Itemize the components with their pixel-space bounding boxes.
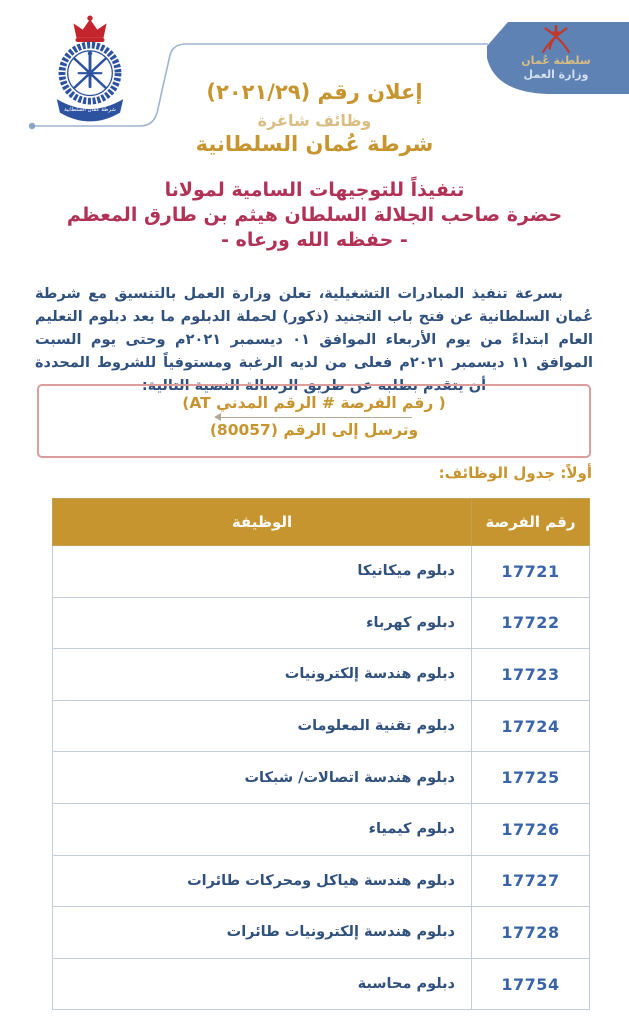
royal-heading-line2: حضرة صاحب الجلالة السلطان هيثم بن طارق المعظم: [66, 204, 563, 226]
opportunity-number: 17725: [472, 752, 590, 804]
jobs-table-header-row: [53, 499, 590, 546]
vacancies-subtitle: وظائف شاغرة: [257, 111, 372, 130]
opportunity-number: 17754: [472, 958, 590, 1010]
jobs-table: [52, 498, 590, 1010]
job-row: [53, 700, 590, 752]
rop-ribbon-text: شرطة عمان السلطانية: [64, 107, 116, 114]
opportunity-number: 17722: [472, 597, 590, 649]
job-title: دبلوم هندسة هياكل ومحركات طائرات: [53, 855, 472, 907]
job-title: دبلوم كيمياء: [53, 803, 472, 855]
sms-divider-arrow: [217, 417, 412, 418]
column-header-opportunity-number: رقم الفرصة: [472, 499, 590, 546]
job-title: دبلوم محاسبة: [53, 958, 472, 1010]
announcement-number: إعلان رقم (٢٠٢١/٢٩): [206, 80, 423, 104]
sms-format-line: ( رقم الفرصة # الرقم المدني AT): [182, 394, 446, 412]
job-row: [53, 752, 590, 804]
jobs-table-label: أولاً: جدول الوظائف:: [438, 464, 592, 482]
opportunity-number: 17723: [472, 649, 590, 701]
royal-directives-heading: [0, 178, 629, 253]
banner-ministry-text: وزارة العمل: [523, 68, 589, 81]
opportunity-number: 17726: [472, 803, 590, 855]
job-title: دبلوم هندسة اتصالات/ شبكات: [53, 752, 472, 804]
opportunity-number: 17724: [472, 700, 590, 752]
royal-heading-line3: - حفظه الله ورعاه -: [221, 229, 408, 251]
job-row: [53, 855, 590, 907]
organization-name: شرطة عُمان السلطانية: [195, 132, 434, 156]
job-title: دبلوم هندسة إلكترونيات: [53, 649, 472, 701]
title-block: [0, 80, 629, 157]
royal-heading-line1: تنفيذاً للتوجيهات السامية لمولانا: [164, 179, 465, 201]
sms-number-line: وترسل إلى الرقم (80057): [209, 421, 419, 439]
opportunity-number: 17728: [472, 907, 590, 959]
opportunity-number: 17727: [472, 855, 590, 907]
announcement-body: بسرعة تنفيذ المبادرات التشغيلية، تعلن وزارة العمل بالتنسيق مع شرطة عُمان السلطانية عن فتح باب التجنيد (ذكور) لحملة الدبلوم ما بعد دبلوم التعليم العام ابتداءً من يوم الأربعاء الموافق ٠١ ديسمبر ٢٠٢١م وحتى يوم السبت الموافق ١١ ديسمبر ٢٠٢١م فعلى من لديه الرغبة ومستوفياً للشروط المحددة أن يتقدم بطلبه عن طريق الرسالة النصية التالية:: [35, 286, 594, 394]
job-title: دبلوم كهرباء: [53, 597, 472, 649]
banner-sultanate-text: سلطنة عُمان: [521, 54, 591, 67]
oman-national-emblem-icon: [540, 24, 572, 54]
opportunity-number: 17721: [472, 546, 590, 598]
job-title: دبلوم تقنية المعلومات: [53, 700, 472, 752]
job-row: [53, 907, 590, 959]
job-row: [53, 958, 590, 1010]
left-arrow-icon: [214, 413, 221, 421]
job-row: [53, 803, 590, 855]
sms-instruction-box: [37, 384, 591, 458]
rop-crown-icon: [73, 15, 106, 42]
job-row: [53, 597, 590, 649]
job-row: [53, 649, 590, 701]
job-title: دبلوم ميكانيكا: [53, 546, 472, 598]
job-title: دبلوم هندسة إلكترونيات طائرات: [53, 907, 472, 959]
column-header-job: الوظيفة: [53, 499, 472, 546]
job-row: [53, 546, 590, 598]
